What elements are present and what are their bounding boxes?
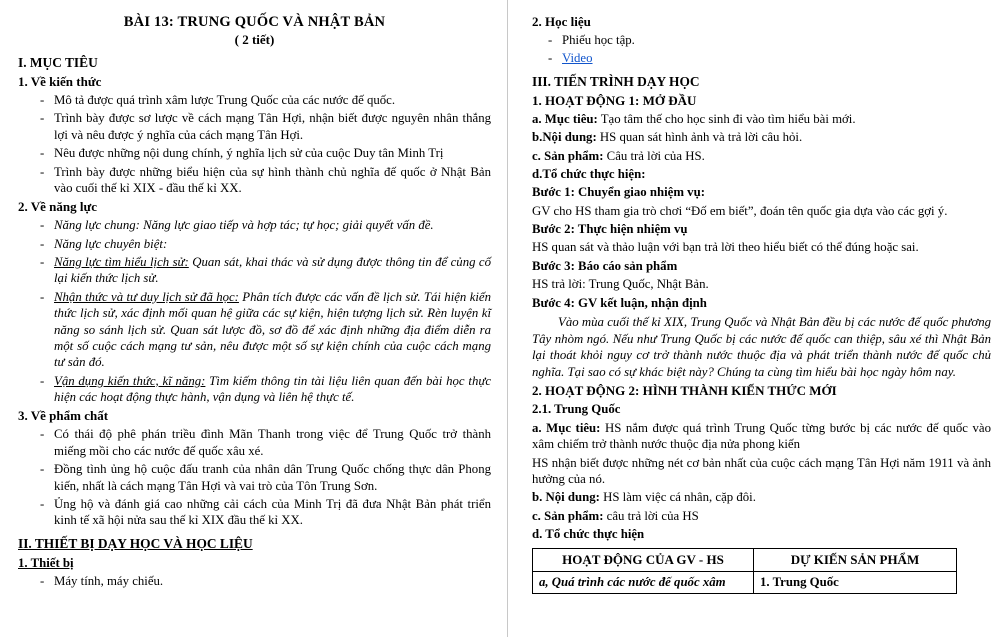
buoc3-label: Bước 3: Báo cáo sản phẩm <box>532 258 678 273</box>
hd1-muc-tieu <box>532 111 991 127</box>
list-hoc-lieu <box>532 32 991 67</box>
list-item: - Nêu được những nội dung chính, ý nghĩa lịch sử của cuộc Duy tân Minh Trị <box>18 145 491 161</box>
label: a. Mục tiêu: <box>532 420 601 435</box>
list-item: - Có thái độ phê phán triều đình Mãn Thanh trong việc để Trung Quốc trở thành miếng mồi cho các nước đế quốc xâu xé. <box>18 426 491 459</box>
activity-table <box>532 548 957 594</box>
table-cell: a, Quá trình các nước đế quốc xâm <box>533 572 754 594</box>
buoc2-text: HS quan sát và thảo luận với bạn trả lời theo hiểu biết có thể đúng hoặc sai. <box>532 240 919 255</box>
heading-hd2: 2. HOẠT ĐỘNG 2: HÌNH THÀNH KIẾN THỨC MỚI <box>532 383 837 399</box>
list-kien-thuc <box>18 92 491 196</box>
heading-pham-chat: 3. Về phẩm chất <box>18 408 109 424</box>
heading-thiet-bi-wrap2 <box>18 556 491 571</box>
right-page-column <box>508 0 1007 637</box>
heading-hoc-lieu: 2. Học liệu <box>532 14 591 29</box>
list-item: - Mô tả được quá trình xâm lược Trung Quốc của các nước đế quốc. <box>18 92 491 108</box>
table-row <box>533 572 957 594</box>
text: HS quan sát hình ảnh và trả lời câu hỏi. <box>596 130 803 145</box>
list-item <box>18 373 491 406</box>
heading-thiet-bi: 1. Thiết bị <box>18 555 74 570</box>
buoc3-text: HS trả lời: Trung Quốc, Nhật Bản. <box>532 277 709 292</box>
text: Tạo tâm thế cho học sinh đi vào tìm hiểu bài mới. <box>597 111 856 126</box>
hd1-san-pham <box>532 148 991 164</box>
document-subtitle: ( 2 tiết) <box>234 32 275 47</box>
heading-hd1: 1. HOẠT ĐỘNG 1: MỞ ĐẦU <box>532 92 697 108</box>
hd1-to-chuc: d.Tổ chức thực hiện: <box>532 166 646 181</box>
heading-muc-tieu: I. MỤC TIÊU <box>18 55 98 70</box>
text: Câu trả lời của HS. <box>603 148 705 163</box>
label: c. Sản phẩm: <box>532 148 604 163</box>
heading-kien-thuc: 1. Về kiến thức <box>18 74 102 89</box>
table-header-cell: DỰ KIẾN SẢN PHẨM <box>754 549 957 572</box>
list-item <box>18 236 491 252</box>
text: HS nắm được quá trình Trung Quốc từng bước bị các nước đế quốc vào xâm chiếm trở thành nước thuộc địa nửa phong kiến <box>532 420 991 452</box>
buoc1-text: GV cho HS tham gia trò chơi “Đố em biết”, đoán tên quốc gia dựa vào các gợi ý. <box>532 203 948 218</box>
label: a. Mục tiêu: <box>532 111 598 126</box>
heading-thiet-bi-day-hoc: II. THIẾT BỊ DẠY HỌC VÀ HỌC LIỆU <box>18 535 253 551</box>
list-item: - Trình bày được sơ lược về cách mạng Tân Hợi, nhận biết được nguyên nhân thắng lợi và nêu được ý nghĩa của cách mạng Tân Hợi. <box>18 110 491 143</box>
heading-nang-luc: 2. Về năng lực <box>18 199 98 215</box>
list-item: - Phiếu học tập. <box>532 32 991 48</box>
table-header-row <box>533 549 957 572</box>
item-text: Tìm kiếm thông tin tài liệu liên quan đến bài học thực hiện các hoạt động thực hành, vận dụng và liên hệ thực tế. <box>54 373 492 404</box>
table-header-cell: HOẠT ĐỘNG CỦA GV - HS <box>533 549 754 572</box>
heading-tien-trinh: III. TIẾN TRÌNH DẠY HỌC <box>532 73 700 89</box>
heading-thiet-bi-wrap <box>18 529 491 552</box>
hd2-to-chuc: d. Tổ chức thực hiện <box>532 527 645 541</box>
item-text: Quan sát, khai thác và sử dụng được thông tin để củng cố lại kiến thức lịch sử. <box>54 255 491 286</box>
list-item: - Máy tính, máy chiếu. <box>18 573 491 589</box>
text: HS làm việc cá nhân, cặp đôi. <box>599 490 756 505</box>
hd2-san-pham <box>532 508 991 524</box>
item-label: Năng lực chung: <box>54 218 140 233</box>
label: b.Nội dung: <box>532 130 597 145</box>
table-cell: 1. Trung Quốc <box>754 572 957 594</box>
list-item-link[interactable] <box>532 50 991 66</box>
list-item <box>18 217 491 233</box>
item-text: Năng lực giao tiếp và hợp tác; tự học; giải quyết vấn đề. <box>139 218 434 233</box>
list-item: - Đồng tình ủng hộ cuộc đấu tranh của nhân dân Trung Quốc chống thực dân Phong kiến, nhất là cách mạng Tân Hợi và vai trò của Tôn Trung Sơn. <box>18 461 491 494</box>
item-label: Nhận thức và tư duy lịch sử đã học: <box>54 289 239 304</box>
text: câu trả lời của HS <box>603 508 699 523</box>
buoc1-label: Bước 1: Chuyển giao nhiệm vụ: <box>532 185 705 200</box>
hd2-noi-dung <box>532 489 991 505</box>
buoc4-text: Vào mùa cuối thế kỉ XIX, Trung Quốc và Nhật Bản đều bị các nước đế quốc phương Tây nhòm ngó. Nếu như Trung Quốc bị các nước đế quốc can thiệp, sâu xé thì Nhật Bản lại thoát khỏi nguy cơ trở thành nước thuộc địa và phát triển thành nước đế quốc chủ nghĩa. Tại sao có sự khác biệt này? Chúng ta cùng tìm hiểu bài học ngày hôm nay. <box>532 314 991 379</box>
buoc2-label: Bước 2: Thực hiện nhiệm vụ <box>532 222 688 236</box>
video-link[interactable]: Video <box>562 51 593 66</box>
item-label: Vận dụng kiến thức, kĩ năng: <box>54 373 206 388</box>
list-item <box>18 254 491 287</box>
list-item: - Ủng hộ và đánh giá cao những cải cách của Minh Trị đã đưa Nhật Bản phát triển kinh tế xã hội nửa sau thế kỉ XIX đầu thế kỉ XX. <box>18 496 491 529</box>
label: b. Nội dung: <box>532 490 600 505</box>
list-item <box>18 289 491 371</box>
list-item: - Trình bày được những biểu hiện của sự hình thành chủ nghĩa đế quốc ở Nhật Bản vào cuối thế kỉ XIX - đầu thế kỉ XX. <box>18 164 491 197</box>
label: c. Sản phẩm: <box>532 508 604 523</box>
document-title: BÀI 13: TRUNG QUỐC VÀ NHẬT BẢN <box>123 14 386 30</box>
hd2-muc-tieu-2: HS nhận biết được những nét cơ bản nhất của cuộc cách mạng Tân Hợi năm 1911 và ảnh hưởng của nó. <box>532 455 991 486</box>
hd2-muc-tieu <box>532 420 991 453</box>
item-label: Năng lực chuyên biệt: <box>54 236 168 251</box>
item-text: Phân tích được các vấn đề lịch sử. Tái hiện kiến thức lịch sử, xác định mối quan hệ giữa các sự kiện, hiện tượng lịch sử. Rèn luyện kĩ năng so sánh lịch sử. Quan sát lược đồ, sơ đồ để xác định những địa điểm diễn ra một số cuộc cách mạng tư sản, nêu được một số sự kiện chính của cuộc cách mạng tư sản đó. <box>54 289 492 370</box>
list-pham-chat <box>18 426 491 528</box>
item-label: Năng lực tìm hiểu lịch sử: <box>54 255 189 269</box>
buoc4-label: Bước 4: GV kết luận, nhận định <box>532 295 707 310</box>
list-thiet-bi <box>18 573 491 589</box>
heading-hd2-sub: 2.1. Trung Quốc <box>532 402 621 417</box>
hd1-noi-dung <box>532 129 991 145</box>
list-nang-luc <box>18 217 491 405</box>
